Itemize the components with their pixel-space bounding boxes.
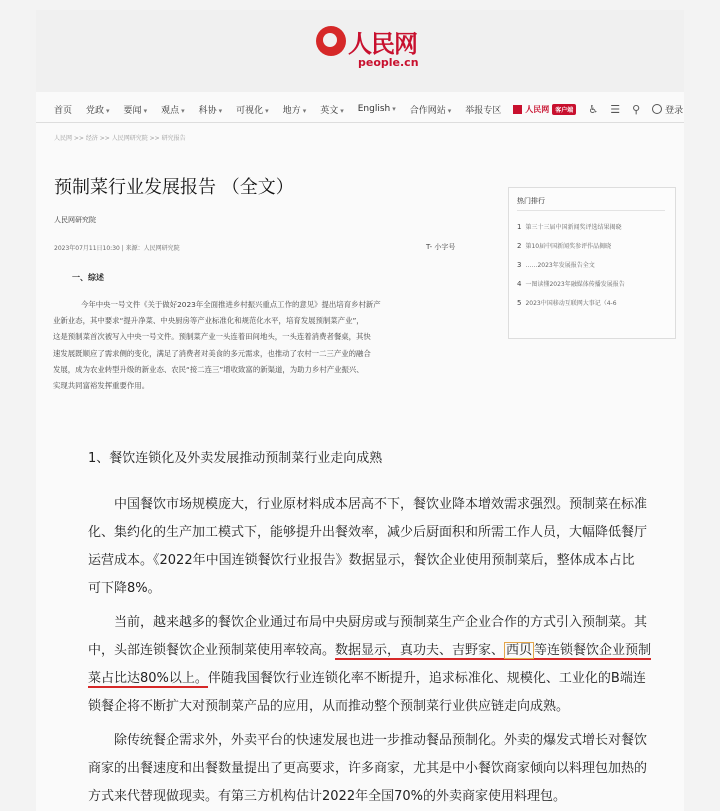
site-logo[interactable] [316,24,419,76]
login-button[interactable] [652,103,683,116]
nav-item-report[interactable]: 举报专区 [465,105,502,116]
paragraph-line: 可下降8%。 [88,581,161,596]
paragraph-line: 中国餐饮市场规模庞大，行业原材料成本居高不下，餐饮业降本增效需求强烈。预制菜在标准 [114,497,648,512]
rank-number: 2 [517,242,522,250]
rank-number: 4 [517,280,522,288]
nav-item-opinion[interactable]: 观点 ▾ [161,105,185,116]
logo-domain: people.cn [358,56,419,69]
paragraph-line: 商家的出餐速度和出餐数量提出了更高要求，许多商家，尤其是中小餐饮商家倾向以料理包加热的 [88,761,648,776]
intro-line: 速发展既顺应了需求侧的变化，满足了消费者对美食的多元需求，也推动了农村一二三产业的融合 [53,348,371,358]
chevron-down-icon: ▾ [392,105,396,113]
list-item[interactable] [517,260,667,279]
text-segment: 等连锁餐饮企业预制 [534,643,652,658]
chevron-down-icon: ▾ [106,106,110,115]
chevron-down-icon: ▾ [447,106,452,115]
intro-line: 今年中央一号文件《关于做好2023年全面推进乡村振兴重点工作的意见》提出培育乡村新产 [81,300,381,309]
app-icon [513,105,522,114]
paragraph-line [88,665,678,693]
nav-item-local[interactable]: 地方 ▾ [282,105,307,116]
hot-ranking-panel [508,187,676,339]
hot-ranking-title: 热门排行 [517,197,545,205]
body-paragraph [88,727,678,811]
user-icon [652,104,662,114]
rank-text: ……2023年发展报告全文 [525,262,595,269]
search-icon[interactable]: ⚲ [632,102,641,116]
rank-number: 5 [517,299,522,307]
underlined-text: 菜占比达80%以上。 [88,671,208,686]
rank-number: 3 [517,261,522,269]
list-item[interactable] [517,222,667,241]
body-paragraph [88,491,678,603]
breadcrumb[interactable]: 人民网 >> 经济 >> 人民网研究院 >> 研究报告 [54,135,186,142]
nav-item-english[interactable]: English ▾ [357,104,396,114]
hot-ranking-divider [517,210,665,211]
rank-text: 第三十三届中国新闻奖评选结果揭晓 [525,224,622,231]
chevron-down-icon: ▾ [265,106,269,115]
text-segment: 数据显示，真功夫、吉野家、 [335,643,505,658]
subheading: 1、餐饮连锁化及外卖发展推动预制菜行业走向成熟 [88,451,383,466]
nav-item-science[interactable]: 科协 ▾ [198,105,223,116]
intro-line: 这是预制菜首次被写入中央一号文件。预制菜产业一头连着田间地头，一头连着消费者餐桌，其快 [53,332,371,342]
site-header [36,10,684,92]
paragraph-line: 锁餐企将不断扩大对预制菜产品的应用，从而推动整个预制菜行业供应链走向成熟。 [88,699,570,714]
logo-text: 人民网 [348,29,417,58]
paragraph-line [88,637,678,665]
app-download-link[interactable] [513,104,576,115]
app-pill: 客户端 [552,104,576,115]
list-item[interactable] [517,241,667,260]
menu-icon[interactable]: ☰ [610,102,621,116]
text-segment: 中，头部连锁餐饮企业预制菜使用率较高。 [88,643,336,658]
login-label: 登录 [665,105,684,116]
main-nav [36,98,684,120]
page-title: 预制菜行业发展报告 （全文） [54,177,294,198]
article-author[interactable]: 人民网研究院 [54,216,96,224]
chevron-down-icon: ▾ [218,106,223,115]
list-item[interactable] [517,279,667,298]
highlighted-text: 西贝 [506,643,533,658]
nav-item-party[interactable]: 党政 ▾ [86,105,110,116]
accessibility-icon[interactable]: ♿ [588,102,599,116]
intro-line: 业新业态，其中要求“提升净菜、中央厨房等产业标准化和规范化水平，培育发展预制菜产业”， [53,316,364,326]
app-brand-label: 人民网 [525,104,550,114]
section-heading: 一、综述 [72,273,104,282]
rank-text: 一图读懂2023年融媒体传播发展报告 [525,281,625,288]
article-page [36,10,684,811]
intro-line: 发展，成为农业转型升级的新业态、农民“接二连三”增收致富的新渠道，为助力乡村产业振兴、 [53,364,364,374]
intro-line: 实现共同富裕发挥重要作用。 [53,380,150,390]
intro-paragraph [53,297,487,394]
rank-number: 1 [517,223,522,231]
body-paragraph [88,609,678,721]
underlined-text [335,643,651,660]
paragraph-line: 运营成本。《2022年中国连锁餐饮行业报告》数据显示，餐饮企业使用预制菜后，整体成本占比 [88,553,635,568]
list-item[interactable] [517,298,667,317]
chevron-down-icon: ▾ [302,106,307,115]
hot-ranking-list [517,222,667,317]
nav-item-home[interactable]: 首页 [54,105,73,116]
chevron-down-icon: ▾ [181,106,185,115]
nav-divider [36,122,684,123]
nav-item-news[interactable]: 要闻 ▾ [123,105,148,116]
nav-item-visual[interactable]: 可视化 ▾ [236,105,269,116]
rank-text: 2023中国移动互联网大事记（4-6 [525,300,617,307]
paragraph-line: 方式来代替现做现卖。有第三方机构估计2022年全国70%的外卖商家使用料理包。 [88,789,566,804]
rank-text: 第10届中国新闻奖参评作品揭晓 [525,243,612,250]
paragraph-line: 当前，越来越多的餐饮企业通过布局中央厨房或与预制菜生产企业合作的方式引入预制菜。其 [114,615,648,630]
chevron-down-icon: ▾ [143,106,148,115]
paragraph-line: 化、集约化的生产加工模式下，能够提升出餐效率，减少后厨面积和所需工作人员，大幅降低餐厅 [88,525,648,540]
text-segment: 伴随我国餐饮行业连锁化率不断提升，追求标准化、规模化、工业化的B端连 [207,671,646,686]
font-size-toggle[interactable]: T- 小字号 [426,243,456,251]
chevron-down-icon: ▾ [340,106,344,115]
nav-item-partners[interactable]: 合作网站 ▾ [409,105,452,116]
article-meta: 2023年07月11日10:30 | 来源：人民网研究院 [54,245,180,252]
nav-item-english-cn[interactable]: 英文 ▾ [320,105,344,116]
logo-mark-icon [316,26,346,56]
paragraph-line: 除传统餐企需求外，外卖平台的快速发展也进一步推动餐品预制化。外卖的爆发式增长对餐饮 [114,733,648,748]
